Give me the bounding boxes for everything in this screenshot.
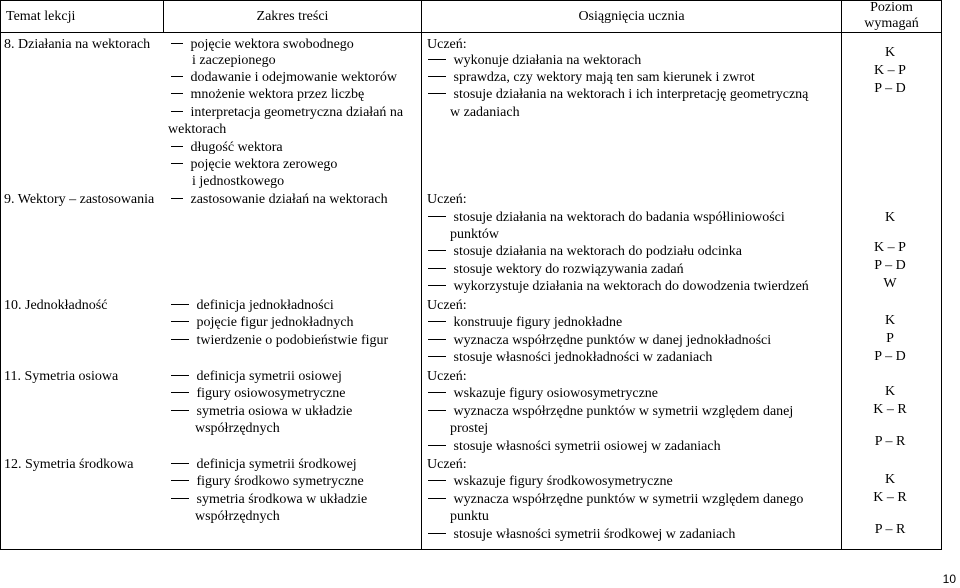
level: P – R (874, 434, 906, 449)
level: W (883, 276, 897, 291)
level: K (884, 472, 896, 487)
row-10-levels (842, 312, 938, 366)
row-9-student-label: Uczeń: (427, 192, 467, 207)
scope-item: figury osiowosymetryczne (168, 385, 345, 402)
level: K (884, 313, 896, 328)
topic-title: Jednokładność (25, 298, 108, 313)
achievement-item: wyznacza współrzędne punktów w danej jednokładności (425, 332, 771, 349)
scope-item: dodawanie i odejmowanie wektorów (168, 69, 397, 86)
achievement-item: stosuje własności jednokładności w zadaniach (425, 349, 712, 366)
row-8-topic (4, 36, 150, 53)
achievement-item: stosuje wektory do rozwiązywania zadań (425, 261, 684, 278)
achievement-item: wykorzystuje działania na wektorach do dowodzenia twierdzeń (425, 278, 809, 295)
achievement-item: sprawdza, czy wektory mają ten sam kierunek i zwrot (425, 69, 755, 86)
achievement-item: stosuje własności symetrii osiowej w zadaniach (425, 438, 721, 455)
scope-item: twierdzenie o podobieństwie figur (168, 332, 388, 349)
row-9-levels (842, 209, 938, 293)
level: P – R (874, 522, 906, 537)
achievement-item-cont: prostej (450, 421, 489, 436)
scope-item: mnożenie wektora przez liczbę (168, 86, 364, 103)
scope-item: symetria środkowa w układzie (168, 491, 367, 508)
scope-item: definicja jednokładności (168, 297, 334, 314)
achievement-item: wskazuje figury osiowosymetryczne (425, 385, 658, 402)
row-8-levels (842, 44, 938, 98)
achievement-item: stosuje działania na wektorach do badania współliniowości (425, 209, 785, 226)
scope-item: pojęcie figur jednokładnych (168, 314, 354, 331)
header-achievements: Osiągnięcia ucznia (578, 9, 685, 24)
achievement-item: wyznacza współrzędne punktów w symetrii względem danej (425, 403, 793, 420)
level: K – R (873, 402, 907, 417)
row-10-topic (4, 297, 107, 314)
level: K – R (873, 490, 907, 505)
achievement-item-cont: w zadaniach (450, 105, 520, 120)
table-top-border (0, 0, 942, 1)
topic-number: 10. (4, 298, 22, 313)
col-divider-5 (941, 0, 942, 550)
scope-item: pojęcie wektora zerowego (168, 156, 337, 173)
level: K – P (874, 240, 906, 255)
scope-item: definicja symetrii osiowej (168, 368, 342, 385)
topic-title: Działania na wektorach (18, 37, 151, 52)
scope-item-cont: i zaczepionego (192, 53, 276, 68)
header-scope: Zakres treści (256, 9, 329, 24)
topic-title: Symetria osiowa (24, 369, 119, 384)
header-bottom-border (0, 32, 942, 33)
achievement-item: stosuje własności symetrii środkowej w zadaniach (425, 526, 735, 543)
achievement-item-cont: punktów (450, 227, 499, 242)
scope-item: długość wektora (168, 139, 283, 156)
scope-item: symetria osiowa w układzie (168, 403, 352, 420)
scope-item: interpretacja geometryczna działań na (168, 104, 403, 121)
achievement-item: wyznacza współrzędne punktów w symetrii względem danego (425, 491, 803, 508)
level: K – P (874, 63, 906, 78)
page-number: 10 (942, 572, 956, 586)
scope-item-cont: i jednostkowego (192, 174, 285, 189)
row-12-topic (4, 456, 133, 473)
col-divider-3 (421, 0, 422, 550)
topic-title: Wektory – zastosowania (17, 192, 155, 207)
topic-number: 9. (4, 192, 15, 207)
level: K (884, 45, 896, 60)
topic-number: 12. (4, 457, 22, 472)
achievement-item: stosuje działania na wektorach do podziału odcinka (425, 243, 742, 260)
scope-item: pojęcie wektora swobodnego (168, 36, 354, 53)
level: P – D (874, 258, 906, 273)
row-9-topic (4, 191, 154, 208)
row-8-student-label: Uczeń: (427, 37, 467, 52)
level: P (886, 331, 894, 346)
level: K (884, 210, 896, 225)
row-12-student-label: Uczeń: (427, 457, 467, 472)
row-11-levels (842, 383, 938, 451)
topic-number: 11. (4, 369, 21, 384)
header-level-line2: wymagań (864, 16, 919, 31)
scope-item: figury środkowo symetryczne (168, 473, 364, 490)
scope-item-cont: wektorach (168, 122, 227, 137)
topic-title: Symetria środkowa (25, 457, 134, 472)
level: K (884, 384, 896, 399)
achievement-item: stosuje działania na wektorach i ich interpretację geometryczną (425, 86, 808, 103)
row-11-topic (4, 368, 118, 385)
achievement-item: wskazuje figury środkowosymetryczne (425, 473, 673, 490)
level: P – D (874, 349, 906, 364)
header-topic: Temat lekcji (6, 9, 76, 24)
achievement-item: wykonuje działania na wektorach (425, 52, 641, 69)
achievement-item: konstruuje figury jednokładne (425, 314, 622, 331)
row-10-student-label: Uczeń: (427, 298, 467, 313)
scope-item: definicja symetrii środkowej (168, 456, 357, 473)
scope-item: zastosowanie działań na wektorach (168, 191, 388, 208)
level: P – D (874, 81, 906, 96)
row-12-levels (842, 471, 938, 539)
topic-number: 8. (4, 37, 15, 52)
scope-item-cont: współrzędnych (195, 509, 280, 524)
table-bottom-border (0, 549, 942, 550)
row-11-student-label: Uczeń: (427, 369, 467, 384)
col-divider-1 (0, 0, 1, 550)
achievement-item-cont: punktu (450, 509, 489, 524)
scope-item-cont: współrzędnych (195, 421, 280, 436)
header-level-line1: Poziom (870, 0, 913, 15)
